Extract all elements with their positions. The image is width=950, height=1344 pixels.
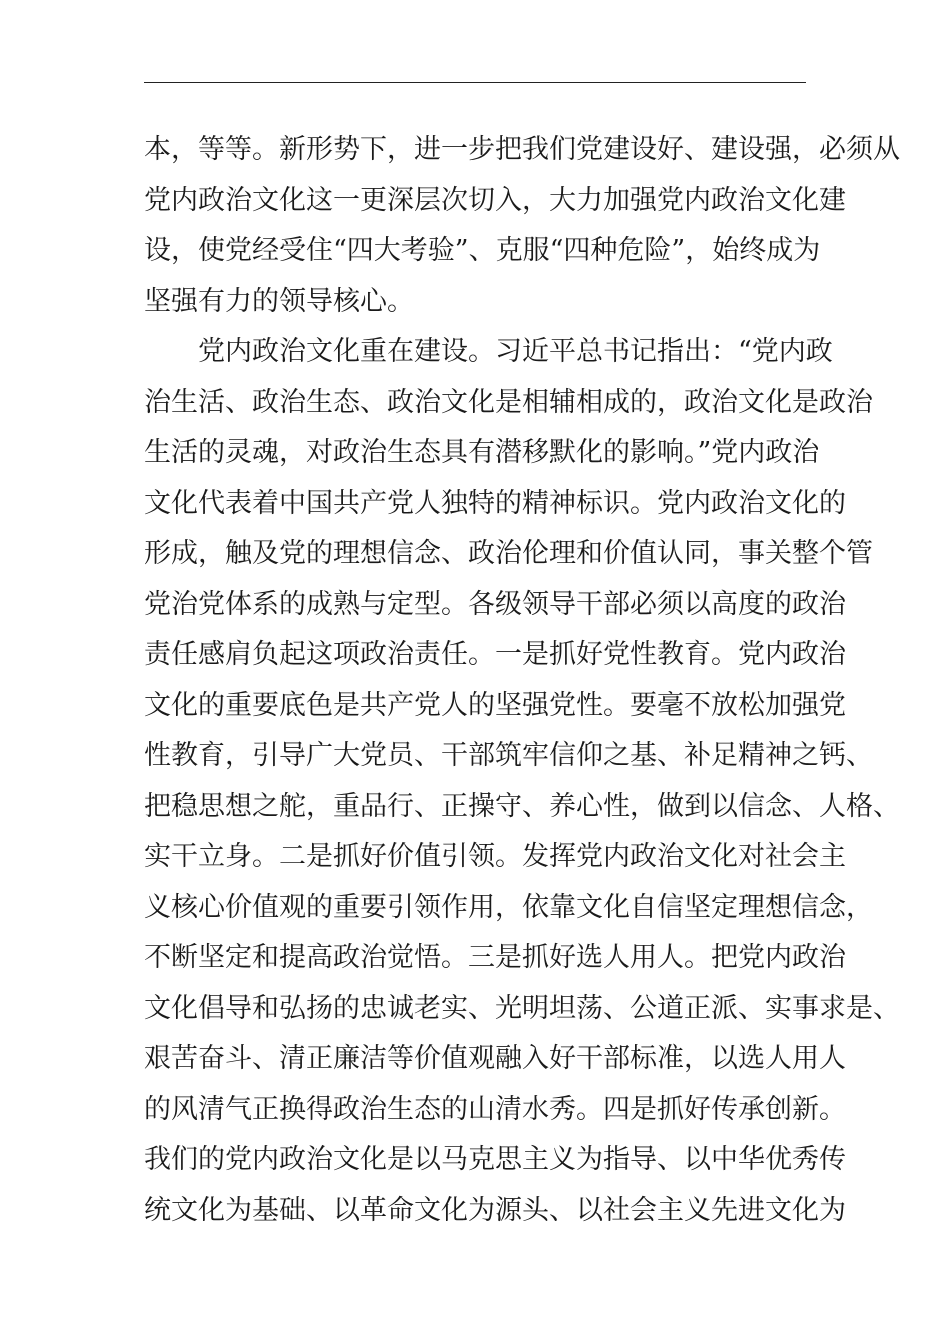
paragraph-1 xyxy=(144,125,900,327)
text-line: 设，使党经受住“四大考验”、克服“四种危险”，始终成为 xyxy=(144,235,821,266)
text-line: 党治党体系的成熟与定型。各级领导干部必须以高度的政治 xyxy=(144,588,846,620)
text-line: 义核心价值观的重要引领作用，依靠文化自信坚定理想信念， xyxy=(144,891,873,923)
text-line: 责任感肩负起这项政治责任。一是抓好党性教育。党内政治 xyxy=(144,639,846,670)
text-line: 党内政治文化重在建设。习近平总书记指出：“党内政 xyxy=(198,336,833,367)
text-line: 实干立身。二是抓好价值引领。发挥党内政治文化对社会主 xyxy=(144,841,846,872)
paragraph-2 xyxy=(144,327,900,1236)
text-line: 生活的灵魂，对政治生态具有潜移默化的影响。”党内政治 xyxy=(144,437,820,468)
text-line: 不断坚定和提高政治觉悟。三是抓好选人用人。把党内政治 xyxy=(144,942,846,973)
text-line: 本，等等。新形势下，进一步把我们党建设好、建设强，必须从 xyxy=(144,134,900,165)
text-line: 形成，触及党的理想信念、政治伦理和价值认同，事关整个管 xyxy=(144,538,873,569)
text-line: 坚强有力的领导核心。 xyxy=(144,285,414,317)
text-line: 艰苦奋斗、清正廉洁等价值观融入好干部标准，以选人用人 xyxy=(144,1043,846,1074)
text-line: 的风清气正换得政治生态的山清水秀。四是抓好传承创新。 xyxy=(144,1093,846,1125)
text-line: 把稳思想之舵，重品行、正操守、养心性，做到以信念、人格、 xyxy=(144,790,900,822)
header-rule xyxy=(144,82,806,83)
text-line: 性教育，引导广大党员、干部筑牢信仰之基、补足精神之钙、 xyxy=(144,740,873,771)
text-line: 统文化为基础、以革命文化为源头、以社会主义先进文化为 xyxy=(144,1194,846,1226)
text-line: 党内政治文化这一更深层次切入，大力加强党内政治文化建 xyxy=(144,184,846,216)
text-line: 文化代表着中国共产党人独特的精神标识。党内政治文化的 xyxy=(144,487,846,519)
text-line: 我们的党内政治文化是以马克思主义为指导、以中华优秀传 xyxy=(144,1144,846,1175)
text-line: 治生活、政治生态、政治文化是相辅相成的，政治文化是政治 xyxy=(144,386,873,418)
text-line: 文化的重要底色是共产党人的坚强党性。要毫不放松加强党 xyxy=(144,689,846,721)
text-line: 文化倡导和弘扬的忠诚老实、光明坦荡、公道正派、实事求是、 xyxy=(144,992,900,1024)
